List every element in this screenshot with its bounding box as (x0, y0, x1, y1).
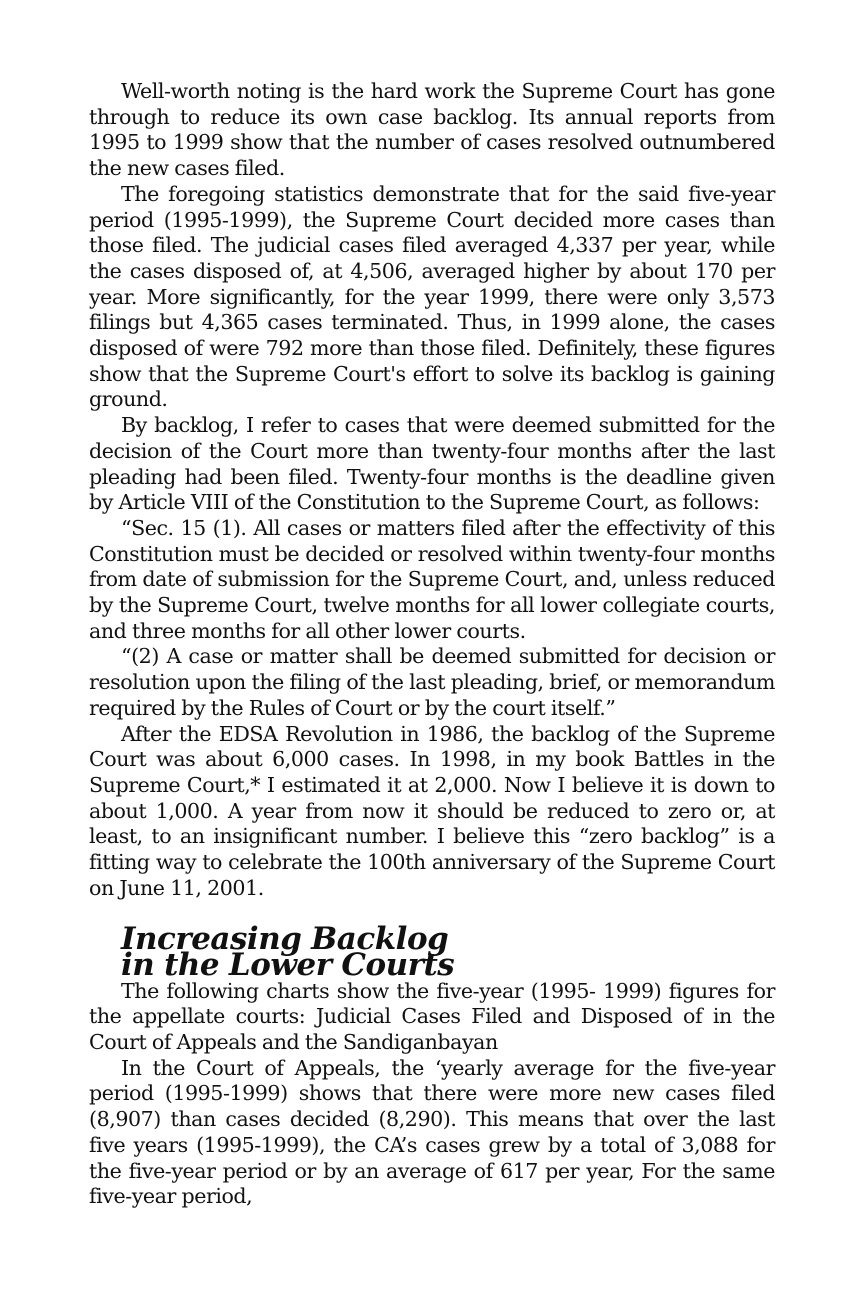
paragraph-sc-backlog-intro: Well-worth noting is the hard work the Supreme Court has gone through to reduce its own case backlog. Its annual reports from 1995 to 1999 show that the number of cases resolved outnumbered the new cases filed. (89, 79, 775, 181)
section-heading-line-1: Increasing Backlog (121, 921, 449, 958)
paragraph-constitution-sec15-1: “Sec. 15 (1). All cases or matters filed after the effectivity of this Constitution must be decided or resolved within twenty-four months from date of submission for the Supreme Court, and, unless reduced by the Supreme Court, twelve months for all lower collegiate courts, and three months for all other lower courts. (89, 515, 775, 643)
paragraph-backlog-definition: By backlog, I refer to cases that were deemed submitted for the decision of the Court more than twenty-four months after the last pleading had been filed. Twenty-four months is the deadline given by Article VIII of the Constitution to the Supreme Court, as follows: (89, 413, 775, 515)
paragraph-court-of-appeals: In the Court of Appeals, the ‘yearly average for the five-year period (1995-1999) shows that there were more new cases filed (8,907) than cases decided (8,290). This means that over the last five years (1995-1999), the CA’s cases grew by a total of 3,088 for the five-year period or by an average of 617 per year, For the same five-year period, (89, 1055, 775, 1209)
section-heading-line-2: in the Lower Courts (121, 946, 455, 983)
section-heading (89, 921, 775, 983)
paragraph-appellate-charts: The following charts show the five-year (1995- 1999) figures for the appellate courts: Judicial Cases Filed and Disposed of in the Court of Appeals and the Sandiganbayan (89, 978, 775, 1054)
page-body (89, 79, 775, 1210)
paragraph-edsa-backlog: After the EDSA Revolution in 1986, the backlog of the Supreme Court was about 6,000 cases. In 1998, in my book Battles in the Supreme Court,* I estimated it at 2,000. Now I believe it is down to about 1,000. A year from now it should be reduced to zero or, at least, to an insignificant number. I believe this “zero backlog” is a fitting way to celebrate the 100th anniversary of the Supreme Court on June 11, 2001. (89, 721, 775, 900)
paragraph-constitution-sec15-2: “(2) A case or matter shall be deemed submitted for decision or resolution upon the filing of the last pleading, brief, or memorandum required by the Rules of Court or by the court itself.” (89, 644, 775, 720)
paragraph-sc-statistics: The foregoing statistics demonstrate that for the said five-year period (1995-1999), the Supreme Court decided more cases than those filed. The judicial cases filed averaged 4,337 per year, while the cases disposed of, at 4,506, averaged higher by about 170 per year. More significantly, for the year 1999, there were only 3,573 filings but 4,365 cases terminated. Thus, in 1999 alone, the cases disposed of were 792 more than those filed. Definitely, these figures show that the Supreme Court's effort to solve its backlog is gaining ground. (89, 181, 775, 412)
